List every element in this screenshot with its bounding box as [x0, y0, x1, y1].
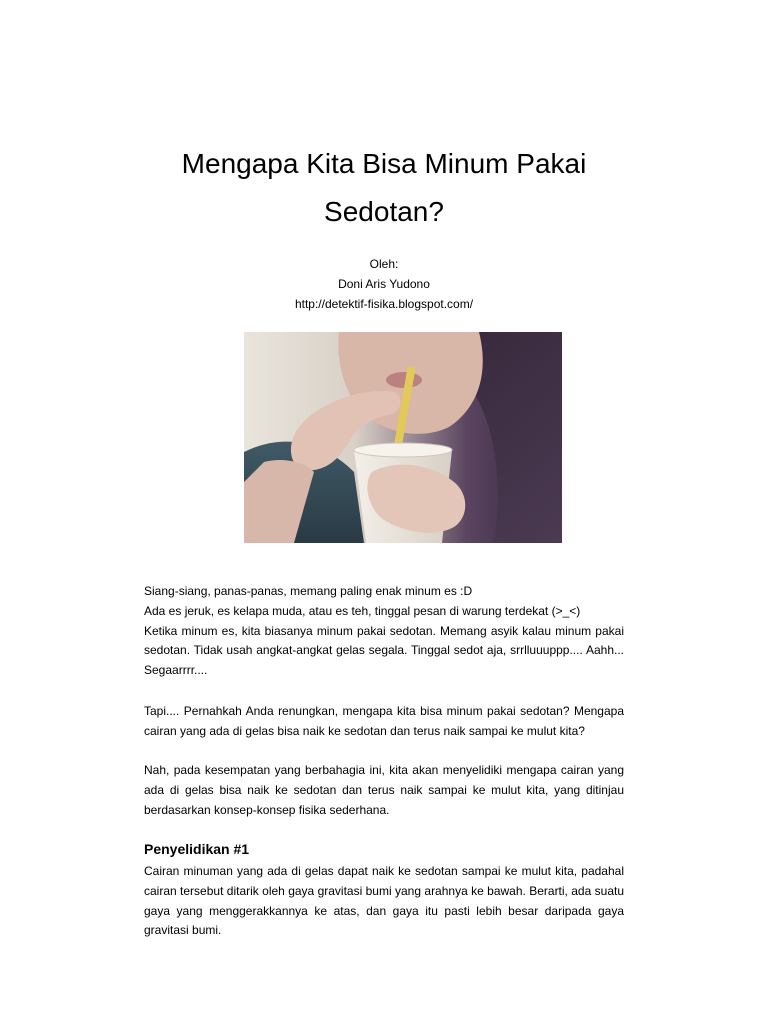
investigation-intro-paragraph: Nah, pada kesempatan yang berbahagia ini, kita akan menyelidiki mengapa cairan yang ada di gelas bisa naik ke sedotan dan terus naik sampai ke mulut kita, yang ditinjau berdasarkan konsep-konsep fisika sederhana.	[144, 763, 624, 817]
intro-line-3: Ketika minum es, kita biasanya minum pakai sedotan. Memang asyik kalau minum pakai sedotan. Tidak usah angkat-angkat gelas segala. Tinggal sedot aja, srrlluuuppp.... Aahh... Segaarrrr....	[144, 623, 624, 678]
intro-line-2: Ada es jeruk, es kelapa muda, atau es teh, tinggal pesan di warung terdekat (>_<)	[144, 603, 581, 618]
author-name: Doni Aris Yudono	[338, 277, 430, 291]
question-paragraph: Tapi.... Pernahkah Anda renungkan, mengapa kita bisa minum pakai sedotan? Mengapa cairan yang ada di gelas bisa naik ke sedotan dan terus naik sampai ke mulut kita?	[144, 704, 624, 738]
blog-url: http://detektif-fisika.blogspot.com/	[294, 297, 474, 311]
byline-label: Oleh:	[369, 257, 399, 271]
intro-paragraph	[144, 582, 624, 681]
intro-line-1: Siang-siang, panas-panas, memang paling enak minum es :D	[144, 584, 473, 598]
document-title: Mengapa Kita Bisa Minum Pakai Sedotan?	[181, 148, 587, 227]
section-heading: Penyelidikan #1	[144, 841, 250, 857]
byline	[200, 254, 568, 314]
section-paragraph: Cairan minuman yang ada di gelas dapat naik ke sedotan sampai ke mulut kita, padahal cairan tersebut ditarik oleh gaya gravitasi bumi yang arahnya ke bawah. Berarti, ada suatu gaya yang menggerakkannya ke atas, dan gaya itu pasti lebih besar daripada gaya gravitasi bumi.	[144, 864, 624, 938]
girl-drinking-straw-photo	[244, 332, 562, 543]
